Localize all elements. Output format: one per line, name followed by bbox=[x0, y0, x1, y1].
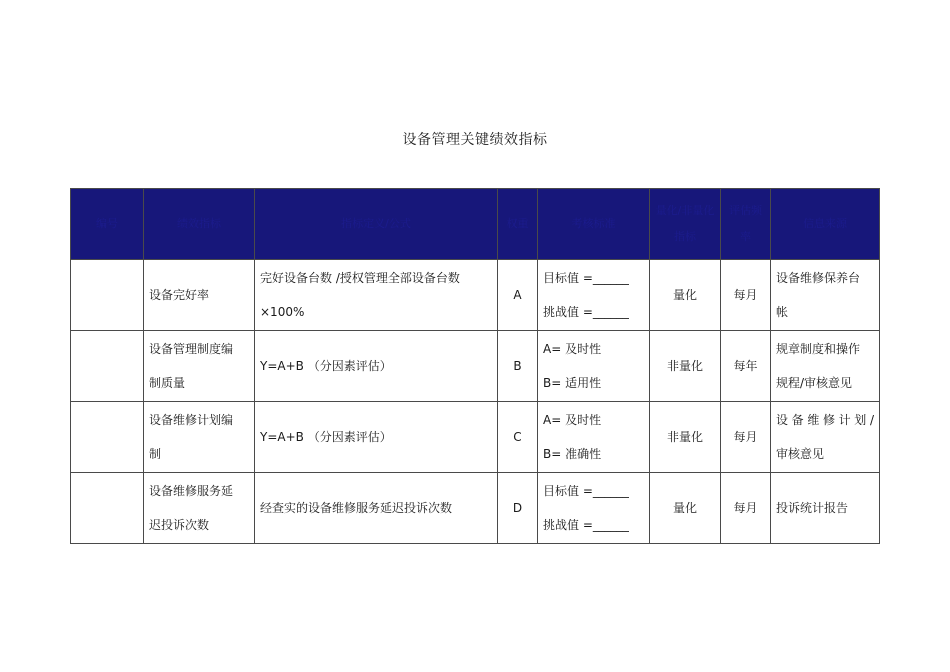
cell-weight: B bbox=[498, 331, 538, 402]
cell-weight: A bbox=[498, 260, 538, 331]
cell-weight: D bbox=[498, 473, 538, 544]
cell-standard: 目标值 =______ 挑战值 =______ bbox=[538, 260, 650, 331]
cell-kpi: 设备完好率 bbox=[144, 260, 255, 331]
cell-formula: Y=A+B （分因素评估） bbox=[255, 331, 498, 402]
cell-kpi: 设备维修服务延 迟投诉次数 bbox=[144, 473, 255, 544]
cell-frequency: 每月 bbox=[721, 402, 771, 473]
cell-frequency: 每月 bbox=[721, 473, 771, 544]
cell-standard: A= 及时性 B= 适用性 bbox=[538, 331, 650, 402]
table-row bbox=[71, 473, 880, 544]
header-standard: 考核标准 bbox=[538, 189, 650, 260]
cell-weight: C bbox=[498, 402, 538, 473]
cell-quant: 非量化 bbox=[650, 331, 721, 402]
table-row bbox=[71, 260, 880, 331]
cell-formula: 完好设备台数 /授权管理全部设备台数 ×100% bbox=[255, 260, 498, 331]
header-kpi: 绩效指标 bbox=[144, 189, 255, 260]
header-source: 信息来源 bbox=[771, 189, 880, 260]
cell-formula: 经查实的设备维修服务延迟投诉次数 bbox=[255, 473, 498, 544]
cell-number bbox=[71, 473, 144, 544]
cell-frequency: 每年 bbox=[721, 331, 771, 402]
header-weight: 权重 bbox=[498, 189, 538, 260]
table-row bbox=[71, 402, 880, 473]
cell-number bbox=[71, 260, 144, 331]
cell-quant: 量化 bbox=[650, 260, 721, 331]
header-formula: 指标定义/公式 bbox=[255, 189, 498, 260]
cell-frequency: 每月 bbox=[721, 260, 771, 331]
cell-kpi: 设备维修计划编 制 bbox=[144, 402, 255, 473]
cell-standard: A= 及时性 B= 准确性 bbox=[538, 402, 650, 473]
cell-source: 设备维修保养台 帐 bbox=[771, 260, 880, 331]
document-title: 设备管理关键绩效指标 bbox=[402, 132, 548, 148]
header-quant: 量化/非量化指标 bbox=[650, 189, 721, 260]
cell-quant: 量化 bbox=[650, 473, 721, 544]
header-frequency: 评估频率 bbox=[721, 189, 771, 260]
table-header-row bbox=[71, 189, 880, 260]
cell-source: 规章制度和操作 规程/审核意见 bbox=[771, 331, 880, 402]
cell-number bbox=[71, 402, 144, 473]
cell-standard: 目标值 =______ 挑战值 =______ bbox=[538, 473, 650, 544]
cell-number bbox=[71, 331, 144, 402]
header-number: 编号 bbox=[71, 189, 144, 260]
kpi-table bbox=[70, 188, 880, 544]
cell-kpi: 设备管理制度编 制质量 bbox=[144, 331, 255, 402]
cell-formula: Y=A+B （分因素评估） bbox=[255, 402, 498, 473]
table-row bbox=[71, 331, 880, 402]
cell-quant: 非量化 bbox=[650, 402, 721, 473]
cell-source: 投诉统计报告 bbox=[771, 473, 880, 544]
cell-source: 设备维修计划/ 审核意见 bbox=[771, 402, 880, 473]
